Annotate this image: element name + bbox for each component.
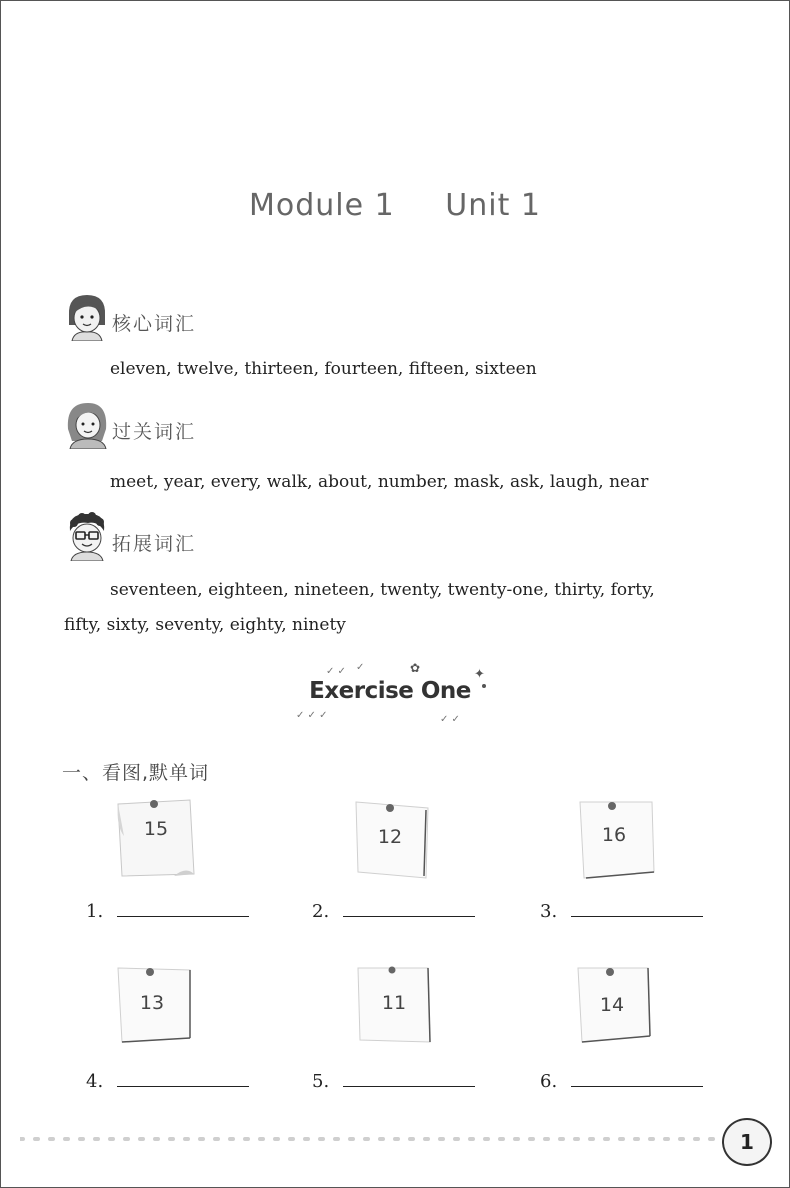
blank-label: 5. xyxy=(312,1071,330,1092)
core-vocab-label: 核心词汇 xyxy=(112,312,197,335)
extend-vocab-heading xyxy=(64,510,196,562)
girl-avatar-icon xyxy=(64,291,110,341)
answer-blank-1[interactable] xyxy=(86,898,249,922)
pass-vocab-heading xyxy=(64,398,196,450)
answer-line[interactable] xyxy=(343,898,475,917)
note-number: 12 xyxy=(377,826,403,848)
note-number: 14 xyxy=(599,994,625,1016)
extend-vocab-label: 拓展词汇 xyxy=(112,532,197,555)
blank-label: 1. xyxy=(86,901,104,922)
page-title xyxy=(0,188,790,223)
answer-blank-5[interactable] xyxy=(312,1068,475,1092)
woman-avatar-icon xyxy=(64,399,110,449)
note-number: 11 xyxy=(381,992,407,1014)
note-number: 13 xyxy=(139,992,165,1014)
sticky-note-4 xyxy=(110,962,194,1046)
answer-blank-3[interactable] xyxy=(540,898,703,922)
answer-line[interactable] xyxy=(117,1068,249,1087)
blank-label: 3. xyxy=(540,901,558,922)
exercise-part-heading: 一、看图,默单词 xyxy=(62,762,210,784)
answer-line[interactable] xyxy=(117,898,249,917)
exercise-title: Exercise One xyxy=(309,678,471,704)
answer-line[interactable] xyxy=(343,1068,475,1087)
pass-vocab-label: 过关词汇 xyxy=(112,420,197,443)
answer-blank-2[interactable] xyxy=(312,898,475,922)
module-title: Module 1 xyxy=(249,188,395,223)
blank-label: 2. xyxy=(312,901,330,922)
note-number: 16 xyxy=(601,824,627,846)
sticky-note-6 xyxy=(570,962,654,1046)
footer-dots-decoration xyxy=(20,1134,720,1144)
answer-line[interactable] xyxy=(571,898,703,917)
sticky-note-1 xyxy=(114,796,198,880)
extend-vocab-words-line2: fifty, sixty, seventy, eighty, ninety xyxy=(64,615,346,635)
answer-blank-6[interactable] xyxy=(540,1068,703,1092)
answer-blank-4[interactable] xyxy=(86,1068,249,1092)
svg-text:✓: ✓ xyxy=(356,662,365,673)
core-vocab-words: eleven, twelve, thirteen, fourteen, fifteen, sixteen xyxy=(110,359,537,379)
blank-label: 6. xyxy=(540,1071,558,1092)
exercise-banner xyxy=(290,660,490,730)
svg-text:✿: ✿ xyxy=(410,661,421,675)
svg-text:✓ ✓: ✓ ✓ xyxy=(440,714,460,725)
blank-label: 4. xyxy=(86,1071,104,1092)
note-number: 15 xyxy=(143,818,169,840)
boy-glasses-avatar-icon xyxy=(64,511,110,561)
pass-vocab-words: meet, year, every, walk, about, number, mask, ask, laugh, near xyxy=(110,472,649,492)
unit-title: Unit 1 xyxy=(445,188,541,223)
svg-text:✦: ✦ xyxy=(474,667,485,682)
svg-text:✓ ✓: ✓ ✓ xyxy=(326,666,346,677)
page-number: 1 xyxy=(722,1118,772,1166)
extend-vocab-words-line1: seventeen, eighteen, nineteen, twenty, twenty-one, thirty, forty, xyxy=(110,580,655,600)
sticky-note-2 xyxy=(348,796,432,880)
sticky-note-3 xyxy=(572,796,656,880)
sticky-note-5 xyxy=(352,962,436,1046)
answer-line[interactable] xyxy=(571,1068,703,1087)
core-vocab-heading xyxy=(64,290,196,342)
svg-text:✓ ✓ ✓: ✓ ✓ ✓ xyxy=(296,710,328,721)
